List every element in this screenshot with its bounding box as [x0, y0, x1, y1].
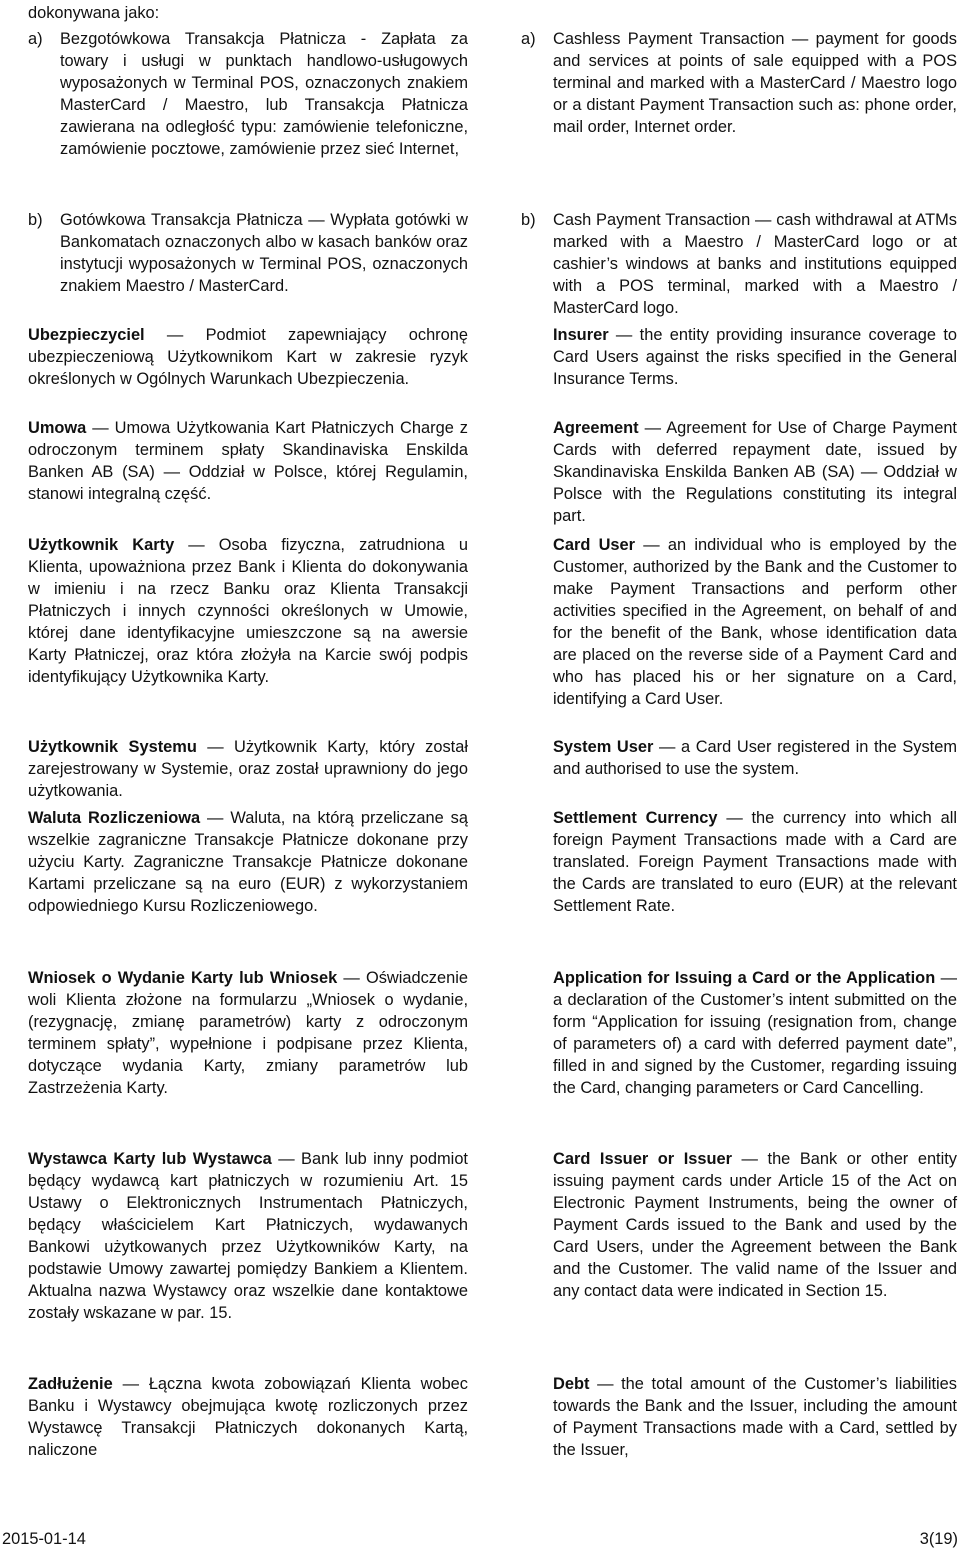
pl-def-text: ― Osoba fizyczna, zatrudniona u Klienta, upoważniona przez Bank i Klienta do dokonywania w imieniu i na rzecz Banku oraz Klienta Transakcji Płatniczych i innych czynności określonych w Umowie, której dane identyfikacyjne umieszczone są na awersie Karty Płatniczej, oraz która złożyła na Karcie swój podpis identyfikujący Użytkownika Karty.	[28, 536, 468, 686]
en-def-term: Insurer	[553, 326, 609, 344]
en-def-text: ― the Bank or other entity issuing payment cards under Article 15 of the Act on Electronic Payment Instruments, being the owner of Payment Cards issued to the Bank and used by the Card Users, under the Agreement between the Bank and the Customer. The valid name of the Issuer and any contact data were indicated in Section 15.	[553, 1150, 957, 1300]
pl-def-term: Użytkownik Karty	[28, 536, 175, 554]
pl-def-text: ― Łączna kwota zobowiązań Klienta wobec Banku i Wystawcy obejmująca kwotę rozliczonych przez Wystawcę Transakcji Płatniczych dokonanych Kartą, naliczone	[28, 1375, 468, 1459]
en-def-text: ― the entity providing insurance coverage to Card Users against the risks specified in the General Insurance Terms.	[553, 326, 957, 388]
pl-item-a-text: Bezgotówkowa Transakcja Płatnicza - Zapłata za towary i usługi w punktach handlowo-usługowych wyposażonych w Terminal POS, oznaczonych znakiem MasterCard / Maestro, lub Transakcja Płatnicza zawierana na odległość typu: zamówienie telefoniczne, zamówienie pocztowe, zamówienie przez sieć Internet,	[60, 30, 468, 158]
en-def-term: System User	[553, 738, 654, 756]
en-def-term: Card User	[553, 536, 636, 554]
en-def-system-user	[553, 736, 957, 780]
pl-def-uzytkownik-systemu	[28, 736, 468, 802]
pl-def-ubezpieczyciel	[28, 324, 468, 390]
en-item-a-text: Cashless Payment Transaction ― payment for goods and services at points of sale equipped with a POS terminal and marked with a MasterCard / Maestro logo or a distant Payment Transaction such as: phone order, mail order, Internet order.	[553, 30, 957, 136]
en-item-a-label: a)	[521, 30, 536, 48]
en-def-term: Debt	[553, 1375, 590, 1393]
en-def-text: ― the currency into which all foreign Payment Transactions made with a Card are translated. Foreign Payment Transactions made with the Cards are translated to euro (EUR) at the relevant Settlement Rate.	[553, 809, 957, 915]
pl-def-wniosek	[28, 967, 468, 1099]
en-def-text: ― the total amount of the Customer’s liabilities towards the Bank and the Issuer, including the amount of Payment Transactions made with a Card, settled by the Issuer,	[553, 1375, 957, 1459]
pl-def-text: ― Oświadczenie woli Klienta złożone na formularzu „Wniosek o wydanie, (rezygnację, zmianę parametrów) karty z odroczonym terminem spłaty”, wypełnione i podpisane przez Klienta, dotyczące wydania Karty, zmiany parametrów lub Zastrzeżenia Karty.	[28, 969, 468, 1097]
pl-def-text: ― Użytkownik Karty, który został zarejestrowany w Systemie, oraz został uprawniony do jego użytkowania.	[28, 738, 468, 800]
en-def-card-user	[553, 534, 957, 710]
pl-def-term: Umowa	[28, 419, 87, 437]
en-def-term: Card Issuer or Issuer	[553, 1150, 732, 1168]
pl-def-text: ― Podmiot zapewniający ochronę ubezpieczeniową Użytkownikom Kart w zakresie ryzyk określonych w Ogólnych Warunkach Ubezpieczenia.	[28, 326, 468, 388]
pl-def-term: Ubezpieczyciel	[28, 326, 145, 344]
en-def-settlement-currency	[553, 807, 957, 917]
pl-item-b-text: Gotówkowa Transakcja Płatnicza ― Wypłata gotówki w Bankomatach oznaczonych albo w kasach banków oraz instytucji wyposażonych w Terminal POS, oznaczonych znakiem Maestro / MasterCard.	[60, 211, 468, 295]
pl-def-zadluzenie	[28, 1373, 468, 1461]
en-def-agreement	[553, 417, 957, 527]
en-item-b-label: b)	[521, 211, 536, 229]
en-def-text: ― an individual who is employed by the Customer, authorized by the Bank and the Customer to make Payment Transactions and perform other activities specified in the Agreement, on behalf of and for the benefit of the Bank, whose identification data are placed on the reverse side of a Payment Card and who has placed his or her signature on a Card, identifying a Card User.	[553, 536, 957, 708]
pl-def-text: ― Umowa Użytkowania Kart Płatniczych Charge z odroczonym terminem spłaty Skandinaviska Enskilda Banken AB (SA) ― Oddział w Polsce, której Regulamin, stanowi integralną część.	[28, 419, 468, 503]
pl-item-b-label: b)	[28, 211, 43, 229]
en-def-insurer	[553, 324, 957, 390]
pl-def-text: ― Waluta, na którą przeliczane są wszelkie zagraniczne Transakcje Płatnicze dokonane przy użyciu Karty. Zagraniczne Transakcje Płatnicze dokonane Kartami przeliczane są na euro (EUR) z wykorzystaniem odpowiedniego Kursu Rozliczeniowego.	[28, 809, 468, 915]
en-def-text: ― a declaration of the Customer’s intent submitted on the form “Application for issuing (resignation from, change of parameters of) a card with deferred payment date”, filled in and signed by the Customer, regarding issuing the Card, changing parameters or Card Cancelling.	[553, 969, 957, 1097]
en-def-term: Application for Issuing a Card or the Application	[553, 969, 936, 987]
pl-item-a-label: a)	[28, 30, 43, 48]
en-item-a	[521, 28, 957, 138]
en-def-application	[553, 967, 957, 1099]
footer-page-number: 3(19)	[919, 1530, 958, 1548]
pl-def-text: ― Bank lub inny podmiot będący wydawcą kart płatniczych w rozumieniu Art. 15 Ustawy o Elektronicznych Instrumentach Płatniczych, będący właścicielem Kart Płatniczych, wydawanych Bankowi użytkowanych przez Użytkowników Karty, na podstawie Umowy zawartej pomiędzy Bankiem a Klientem. Aktualna nazwa Wystawcy oraz wszelkie dane kontaktowe zostały wskazane w par. 15.	[28, 1150, 468, 1322]
pl-def-umowa	[28, 417, 468, 505]
pl-def-wystawca	[28, 1148, 468, 1324]
pl-def-term: Zadłużenie	[28, 1375, 113, 1393]
pl-def-term: Użytkownik Systemu	[28, 738, 197, 756]
pl-def-term: Wniosek o Wydanie Karty lub Wniosek	[28, 969, 338, 987]
pl-item-a	[28, 28, 468, 160]
pl-item-b	[28, 209, 468, 297]
en-def-text: ― Agreement for Use of Charge Payment Cards with deferred repayment date, issued by Skandinaviska Enskilda Banken AB (SA) ― Oddział w Polsce with the Regulations constituting its integral part.	[553, 419, 957, 525]
en-def-debt	[553, 1373, 957, 1461]
en-def-text: ― a Card User registered in the System and authorised to use the system.	[553, 738, 957, 778]
en-def-term: Settlement Currency	[553, 809, 718, 827]
pl-def-term: Waluta Rozliczeniowa	[28, 809, 201, 827]
pl-def-waluta	[28, 807, 468, 917]
footer-date: 2015-01-14	[2, 1530, 86, 1548]
en-def-card-issuer	[553, 1148, 957, 1302]
en-item-b-text: Cash Payment Transaction ― cash withdrawal at ATMs marked with a Maestro / MasterCard logo or at cashier’s windows at banks and institutions equipped with a POS terminal, marked with a Maestro / MasterCard logo.	[553, 211, 957, 317]
en-def-term: Agreement	[553, 419, 639, 437]
intro-text: dokonywana jako:	[28, 4, 160, 22]
pl-def-term: Wystawca Karty lub Wystawca	[28, 1150, 272, 1168]
en-item-b	[521, 209, 957, 319]
pl-def-uzytkownik-karty	[28, 534, 468, 688]
